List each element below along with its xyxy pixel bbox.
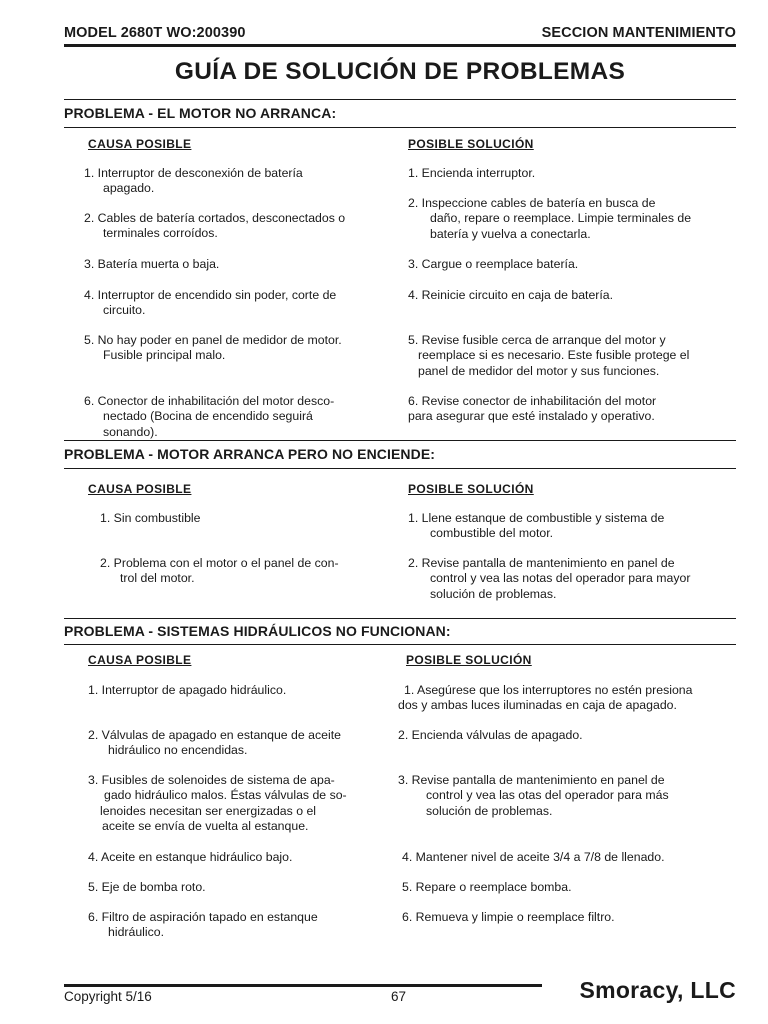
cause-item: 4. Interruptor de encendido sin poder, corte de circuito.	[84, 288, 337, 318]
solution-column-header: POSIBLE SOLUCIÓN	[406, 653, 532, 667]
cause-item: 5. Eje de bomba roto.	[88, 880, 206, 894]
section-label: SECCION MANTENIMIENTO	[541, 25, 736, 41]
model-label: MODEL 2680T WO:200390	[64, 25, 246, 41]
solution-column-header: POSIBLE SOLUCIÓN	[408, 137, 534, 151]
cause-item: 6. Filtro de aspiración tapado en estanque hidráulico.	[88, 910, 318, 940]
cause-item: 2. Problema con el motor o el panel de con- trol del motor.	[100, 556, 339, 586]
solution-item: 4. Mantener nivel de aceite 3/4 a 7/8 de llenado.	[402, 850, 665, 864]
cause-item: 2. Cables de batería cortados, desconectados o terminales corroídos.	[84, 211, 346, 241]
section-heading-hidraulicos: PROBLEMA - SISTEMAS HIDRÁULICOS NO FUNCIONAN:	[64, 623, 451, 639]
solution-item: 5. Revise fusible cerca de arranque del motor y reemplace si es necesario. Este fusible protege el panel de medidor del motor y sus funciones.	[408, 333, 690, 378]
solution-item: 6. Remueva y limpie o reemplace filtro.	[402, 910, 615, 924]
solution-item: 2. Revise pantalla de mantenimiento en panel de control y vea las notas del operador para mayor solución de problemas.	[408, 556, 691, 601]
footer-rule	[64, 984, 542, 987]
section-rule	[64, 99, 736, 100]
page-number: 67	[391, 989, 407, 1004]
solution-item: 1. Asegúrese que los interruptores no estén presiona dos y ambas luces iluminadas en caja de apagado.	[398, 683, 693, 713]
cause-item: 1. Sin combustible	[100, 511, 201, 525]
section-heading-motor-arranca-no-enciende: PROBLEMA - MOTOR ARRANCA PERO NO ENCIENDE:	[64, 446, 436, 462]
section-rule	[64, 468, 736, 469]
solution-column-header: POSIBLE SOLUCIÓN	[408, 482, 534, 496]
cause-item: 6. Conector de inhabilitación del motor desco- nectado (Bocina de encendido seguirá sonando).	[84, 394, 335, 439]
solution-item: 1. Llene estanque de combustible y sistema de combustible del motor.	[408, 511, 665, 541]
cause-item: 2. Válvulas de apagado en estanque de aceite hidráulico no encendidas.	[88, 728, 341, 758]
section-rule	[64, 440, 736, 441]
cause-item: 3. Batería muerta o baja.	[84, 257, 220, 271]
solution-item: 4. Reinicie circuito en caja de batería.	[408, 288, 614, 302]
manual-page	[64, 0, 736, 1024]
solution-item: 3. Revise pantalla de mantenimiento en panel de control y vea las otas del operador para más solución de problemas.	[398, 773, 669, 818]
cause-column-header: CAUSA POSIBLE	[88, 653, 192, 667]
cause-item: 1. Interruptor de apagado hidráulico.	[88, 683, 287, 697]
section-rule	[64, 127, 736, 128]
cause-item: 5. No hay poder en panel de medidor de motor. Fusible principal malo.	[84, 333, 342, 363]
section-rule	[64, 644, 736, 645]
section-rule	[64, 618, 736, 619]
solution-item: 3. Cargue o reemplace batería.	[408, 257, 579, 271]
section-heading-motor-no-arranca: PROBLEMA - EL MOTOR NO ARRANCA:	[64, 105, 337, 121]
cause-column-header: CAUSA POSIBLE	[88, 137, 192, 151]
solution-item: 2. Inspeccione cables de batería en busca de daño, repare o reemplace. Limpie terminales de batería y vuelva a conectarla.	[408, 196, 692, 241]
solution-item: 1. Encienda interruptor.	[408, 166, 536, 180]
solution-item: 2. Encienda válvulas de apagado.	[398, 728, 583, 742]
solution-item: 6. Revise conector de inhabilitación del motor para asegurar que esté instalado y operativo.	[408, 394, 657, 424]
cause-item: 1. Interruptor de desconexión de batería apagado.	[84, 166, 303, 196]
copyright: Copyright 5/16	[64, 989, 152, 1004]
page-title: GUÍA DE SOLUCIÓN DE PROBLEMAS	[174, 58, 626, 85]
company-name: Smoracy, LLC	[579, 977, 736, 1003]
cause-column-header: CAUSA POSIBLE	[88, 482, 192, 496]
page-header	[64, 25, 736, 45]
cause-item: 3. Fusibles de solenoides de sistema de apa- gado hidráulico malos. Éstas válvulas de so- lenoides necesitan ser energizadas o el aceite se envía de vuelta al estanque.	[88, 773, 347, 834]
header-rule	[64, 44, 736, 47]
cause-item: 4. Aceite en estanque hidráulico bajo.	[88, 850, 293, 864]
solution-item: 5. Repare o reemplace bomba.	[402, 880, 572, 894]
